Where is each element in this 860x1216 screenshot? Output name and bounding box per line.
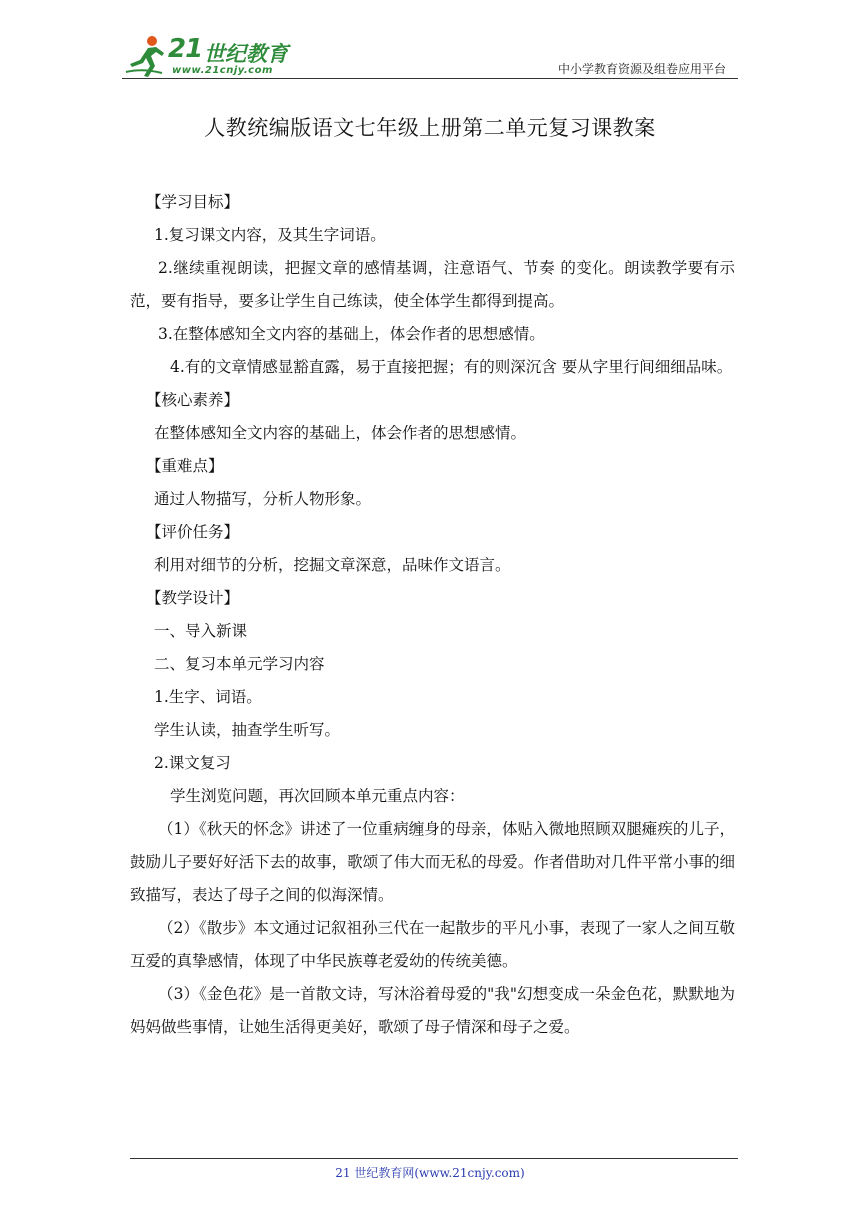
section-heading-key-points: 【重难点】 [146, 457, 224, 475]
paragraph: 通过人物描写，分析人物形象。 [154, 490, 372, 508]
footer-link[interactable]: 21 世纪教育网(www.21cnjy.com) [335, 1166, 525, 1180]
section-heading-learning-goals: 【学习目标】 [146, 193, 240, 211]
logo-url: www.21cnjy.com [172, 65, 273, 76]
section-heading-teaching-design: 【教学设计】 [146, 589, 240, 607]
paragraph: 二、复习本单元学习内容 [154, 655, 325, 673]
paragraph: 利用对细节的分析，挖掘文章深意，品味作文语言。 [154, 556, 511, 574]
footer-divider [130, 1158, 738, 1159]
section-heading-evaluation: 【评价任务】 [146, 523, 240, 541]
header-tagline: 中小学教育资源及组卷应用平台 [557, 62, 726, 76]
paragraph: 1.生字、词语。 [154, 688, 262, 706]
runner-icon [122, 34, 168, 78]
document-body [130, 186, 735, 1044]
paragraph: 3.在整体感知全文内容的基础上，体会作者的思想感情。 [158, 325, 545, 343]
logo-name: 世纪教育 [204, 42, 288, 66]
page-header [122, 30, 738, 80]
paragraph: （1）《秋天的怀念》讲述了一位重病缠身的母亲，体贴入微地照顾双腿瘫疾的儿子，鼓励儿子要好好活下去的故事，歌颂了伟大而无私的母爱。作者借助对几件平常小事的细致描写，表达了母子之间的似海深情。 [130, 820, 735, 904]
logo-number: 21 [168, 34, 203, 64]
paragraph: 1.复习课文内容，及其生字词语。 [154, 226, 386, 244]
paragraph: （2）《散步》本文通过记叙祖孙三代在一起散步的平凡小事，表现了一家人之间互敬互爱的真挚感情，体现了中华民族尊老爱幼的传统美德。 [130, 919, 735, 970]
paragraph: 2.课文复习 [154, 754, 231, 772]
paragraph: 学生浏览问题，再次回顾本单元重点内容： [170, 787, 465, 805]
document-title: 人教统编版语文七年级上册第二单元复习课教案 [204, 116, 656, 140]
paragraph: 在整体感知全文内容的基础上，体会作者的思想感情。 [154, 424, 527, 442]
section-heading-core-literacy: 【核心素养】 [146, 391, 240, 409]
header-divider [122, 78, 738, 79]
paragraph: 学生认读，抽查学生听写。 [154, 721, 341, 739]
paragraph: 4.有的文章情感显豁直露，易于直接把握；有的则深沉含 要从字里行间细细品味。 [170, 358, 733, 376]
paragraph: （3）《金色花》是一首散文诗，写沐浴着母爱的"我"幻想变成一朵金色花，默默地为妈妈做些事情，让她生活得更美好，歌颂了母子情深和母子之爱。 [130, 985, 735, 1036]
site-logo [122, 34, 292, 78]
paragraph: 2.继续重视朗读，把握文章的感情基调，注意语气、节奏 的变化。朗读教学要有示范，要有指导，要多让学生自己练读，使全体学生都得到提高。 [130, 259, 735, 310]
paragraph: 一、导入新课 [154, 622, 248, 640]
